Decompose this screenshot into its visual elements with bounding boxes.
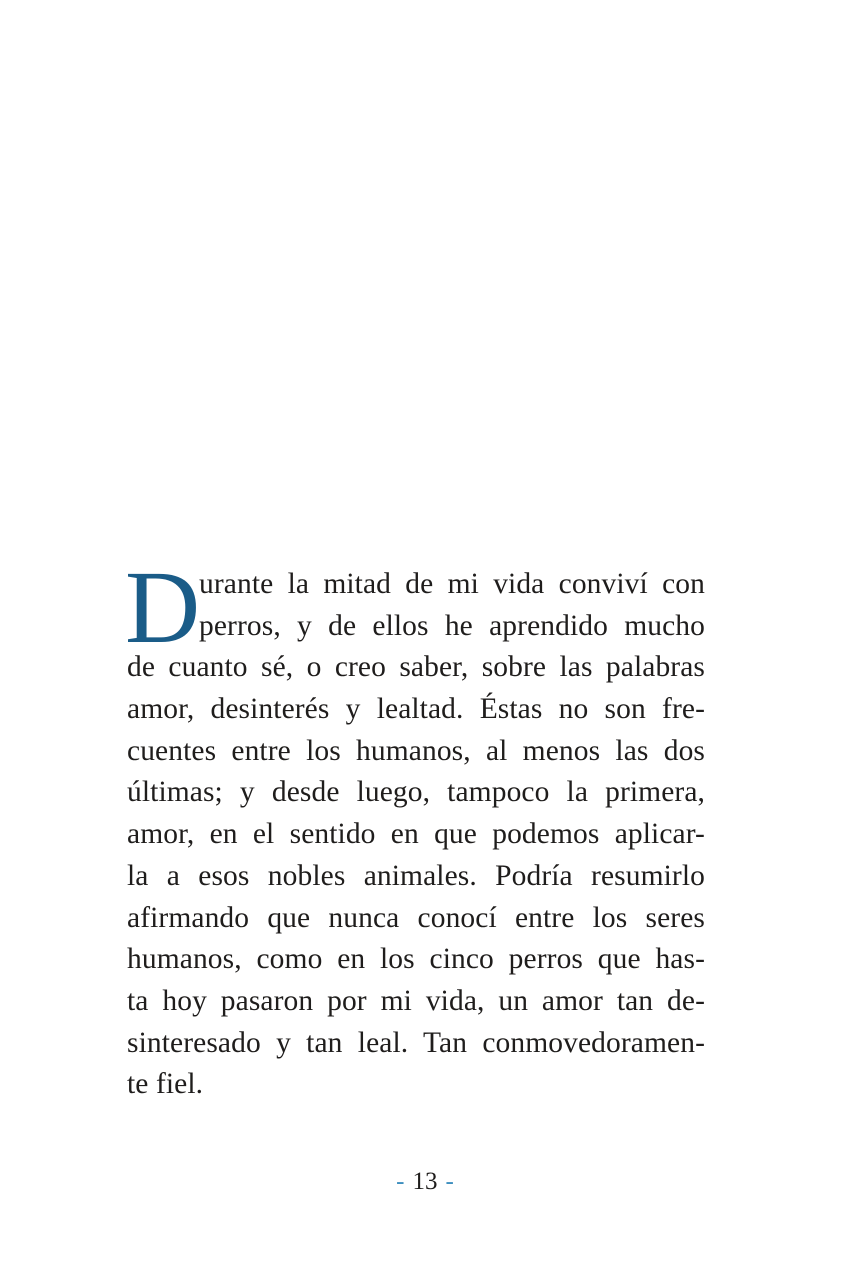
page-number-value: 13 [412,1168,438,1195]
text-line: amor, en el sentido en que podemos aplicar- [127,818,705,851]
text-line: cuentes entre los humanos, al menos las dos [127,734,705,767]
text-line: últimas; y desde luego, tampoco la primera, [127,776,705,809]
text-line: humanos, como en los cinco perros que has- [127,943,705,976]
text-line: amor, desinterés y lealtad. Éstas no son fre- [127,693,705,726]
text-line: de cuanto sé, o creo saber, sobre las palabras [127,651,705,684]
page-number [0,1164,850,1200]
folio-dash-left: - [396,1168,405,1195]
drop-cap: D [125,550,201,665]
folio-dash-right: - [445,1168,454,1195]
text-line: perros, y de ellos he aprendido mucho [199,609,705,642]
text-line: afirmando que nunca conocí entre los seres [127,901,705,934]
text-line: la a esos nobles animales. Podría resumirlo [127,859,705,892]
text-line: urante la mitad de mi vida conviví con [199,568,705,600]
text-line: te fiel. [127,1068,204,1101]
text-line: ta hoy pasaron por mi vida, un amor tan de- [127,984,705,1017]
body-text [125,550,705,1106]
text-line: sinteresado y tan leal. Tan conmovedoramen- [127,1026,705,1059]
